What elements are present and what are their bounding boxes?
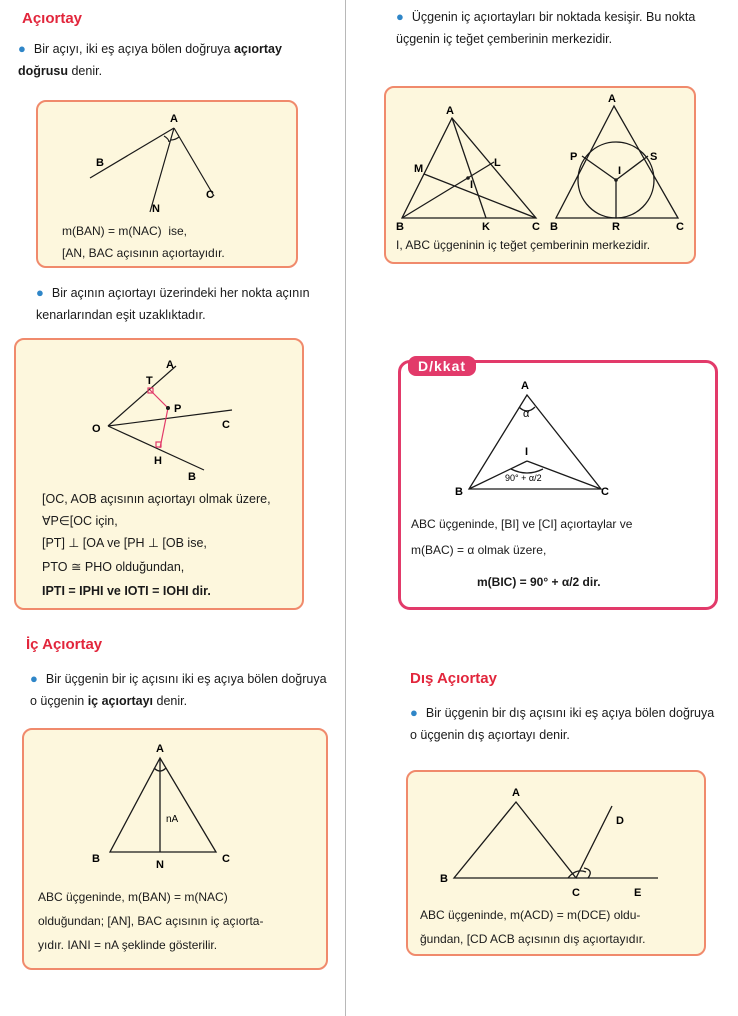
- svg-text:T: T: [146, 375, 153, 387]
- svg-text:B: B: [96, 157, 104, 169]
- svg-text:C: C: [601, 486, 609, 498]
- svg-text:K: K: [482, 221, 490, 232]
- svg-text:I: I: [618, 165, 622, 177]
- bullet-icon: ●: [30, 671, 38, 686]
- svg-text:α: α: [523, 408, 530, 420]
- dikkat-line-2: m(BAC) = α olmak üzere,: [411, 543, 547, 557]
- column-divider: [345, 0, 346, 1016]
- svg-text:C: C: [532, 221, 540, 232]
- angle-bisector-diagram: [38, 106, 296, 226]
- incenter-angle-diagram: [401, 377, 717, 507]
- svg-text:R: R: [612, 221, 620, 232]
- dikkat-line-1: ABC üçgeninde, [BI] ve [CI] açıortaylar ve: [411, 517, 633, 531]
- svg-text:A: A: [512, 787, 520, 799]
- svg-text:C: C: [222, 853, 230, 865]
- svg-text:I: I: [525, 446, 529, 458]
- svg-text:O: O: [92, 423, 101, 435]
- svg-text:D: D: [616, 815, 624, 827]
- bullet-icon: ●: [396, 9, 404, 24]
- dis-aciortay-line-2: ğundan, [CD ACB açısının dış açıortayıdır.: [420, 932, 646, 946]
- property-line-1: [OC, AOB açısının açıortayı olmak üzere,: [42, 492, 271, 506]
- internal-bisector-triangle: [24, 738, 326, 888]
- ic-aciortay-definition: ● Bir üçgenin bir iç açısını iki eş açıya bölen doğruya o üçgenin iç açıortayı denir.: [30, 671, 327, 708]
- equidistance-diagram: [16, 344, 302, 484]
- incenter-caption: I, ABC üçgeninin iç teğet çemberinin merkezidir.: [396, 238, 651, 252]
- dikkat-line-3: m(BIC) = 90° + α/2 dir.: [477, 575, 601, 589]
- svg-text:90° + α/2: 90° + α/2: [505, 473, 542, 483]
- dikkat-tag: D/kkat: [408, 356, 476, 376]
- heading-aciortay: Açıortay: [22, 10, 83, 27]
- svg-text:M: M: [414, 163, 424, 175]
- svg-text:P: P: [570, 151, 578, 163]
- dis-aciortay-definition: ● Bir üçgenin bir dış açısını iki eş açıya bölen doğruya o üçgenin dış açıortayı denir.: [410, 705, 715, 742]
- svg-text:B: B: [550, 221, 558, 232]
- svg-text:L: L: [494, 157, 501, 169]
- dis-aciortay-figure-box: [406, 770, 706, 956]
- svg-text:N: N: [156, 859, 164, 871]
- property-line-2: ∀P∈[OC için,: [42, 514, 118, 528]
- svg-text:E: E: [634, 887, 642, 899]
- property-line-5: IPTI = IPHI ve IOTI = IOHI dir.: [42, 584, 211, 598]
- bullet-icon: ●: [410, 705, 418, 720]
- property-line-3: [PT] ⊥ [OA ve [PH ⊥ [OB ise,: [42, 536, 207, 550]
- svg-text:C: C: [206, 189, 214, 201]
- svg-text:B: B: [92, 853, 100, 865]
- incenter-diagrams: [386, 92, 694, 232]
- svg-text:S: S: [650, 151, 658, 163]
- aciortay-conclusion: [AN, BAC açısının açıortayıdır.: [62, 246, 225, 260]
- svg-text:C: C: [676, 221, 684, 232]
- svg-text:B: B: [455, 486, 463, 498]
- external-bisector-diagram: [408, 776, 704, 904]
- aciortay-figure-box: [36, 100, 298, 268]
- svg-text:A: A: [166, 359, 174, 371]
- svg-text:A: A: [156, 743, 164, 755]
- svg-text:B: B: [188, 471, 196, 483]
- svg-text:C: C: [222, 419, 230, 431]
- svg-text:A: A: [608, 93, 616, 105]
- svg-text:B: B: [396, 221, 404, 232]
- property-figure-box: [14, 338, 304, 610]
- aciortay-definition: ● Bir açıyı, iki eş açıya bölen doğruya açıortay doğrusu denir.: [18, 41, 282, 78]
- svg-text:A: A: [170, 113, 178, 125]
- property-text: ● Bir açının açıortayı üzerindeki her nokta açının kenarlarından eşit uzaklıktadır.: [36, 285, 310, 322]
- ic-aciortay-figure-box: [22, 728, 328, 970]
- heading-ic-aciortay: İç Açıortay: [26, 636, 103, 653]
- intersect-text: ● Üçgenin iç açıortayları bir noktada kesişir. Bu nokta üçgenin iç teğet çemberinin merkezidir.: [396, 9, 696, 46]
- incenter-figure-box: [384, 86, 696, 264]
- svg-text:nA: nA: [166, 814, 179, 825]
- svg-text:C: C: [572, 887, 580, 899]
- dikkat-box: [398, 360, 718, 610]
- property-line-4: PTO ≅ PHO olduğundan,: [42, 560, 185, 574]
- bullet-icon: ●: [36, 285, 44, 300]
- ic-aciortay-line-2: olduğundan; [AN], BAC açısının iç açıorta-: [38, 914, 264, 928]
- svg-text:H: H: [154, 455, 162, 467]
- svg-text:I: I: [470, 179, 474, 191]
- ic-aciortay-line-1: ABC üçgeninde, m(BAN) = m(NAC): [38, 890, 228, 904]
- bullet-icon: ●: [18, 41, 26, 56]
- ic-aciortay-line-3: yıdır. IANI = nA şeklinde gösterilir.: [38, 938, 218, 952]
- svg-text:A: A: [446, 105, 454, 117]
- svg-text:N: N: [152, 203, 160, 215]
- aciortay-equation: m(BAN) = m(NAC) ise,: [62, 224, 188, 238]
- svg-text:A: A: [521, 380, 529, 392]
- svg-text:P: P: [174, 403, 182, 415]
- heading-dis-aciortay: Dış Açıortay: [410, 670, 497, 687]
- dis-aciortay-line-1: ABC üçgeninde, m(ACD) = m(DCE) oldu-: [420, 908, 641, 922]
- svg-text:B: B: [440, 873, 448, 885]
